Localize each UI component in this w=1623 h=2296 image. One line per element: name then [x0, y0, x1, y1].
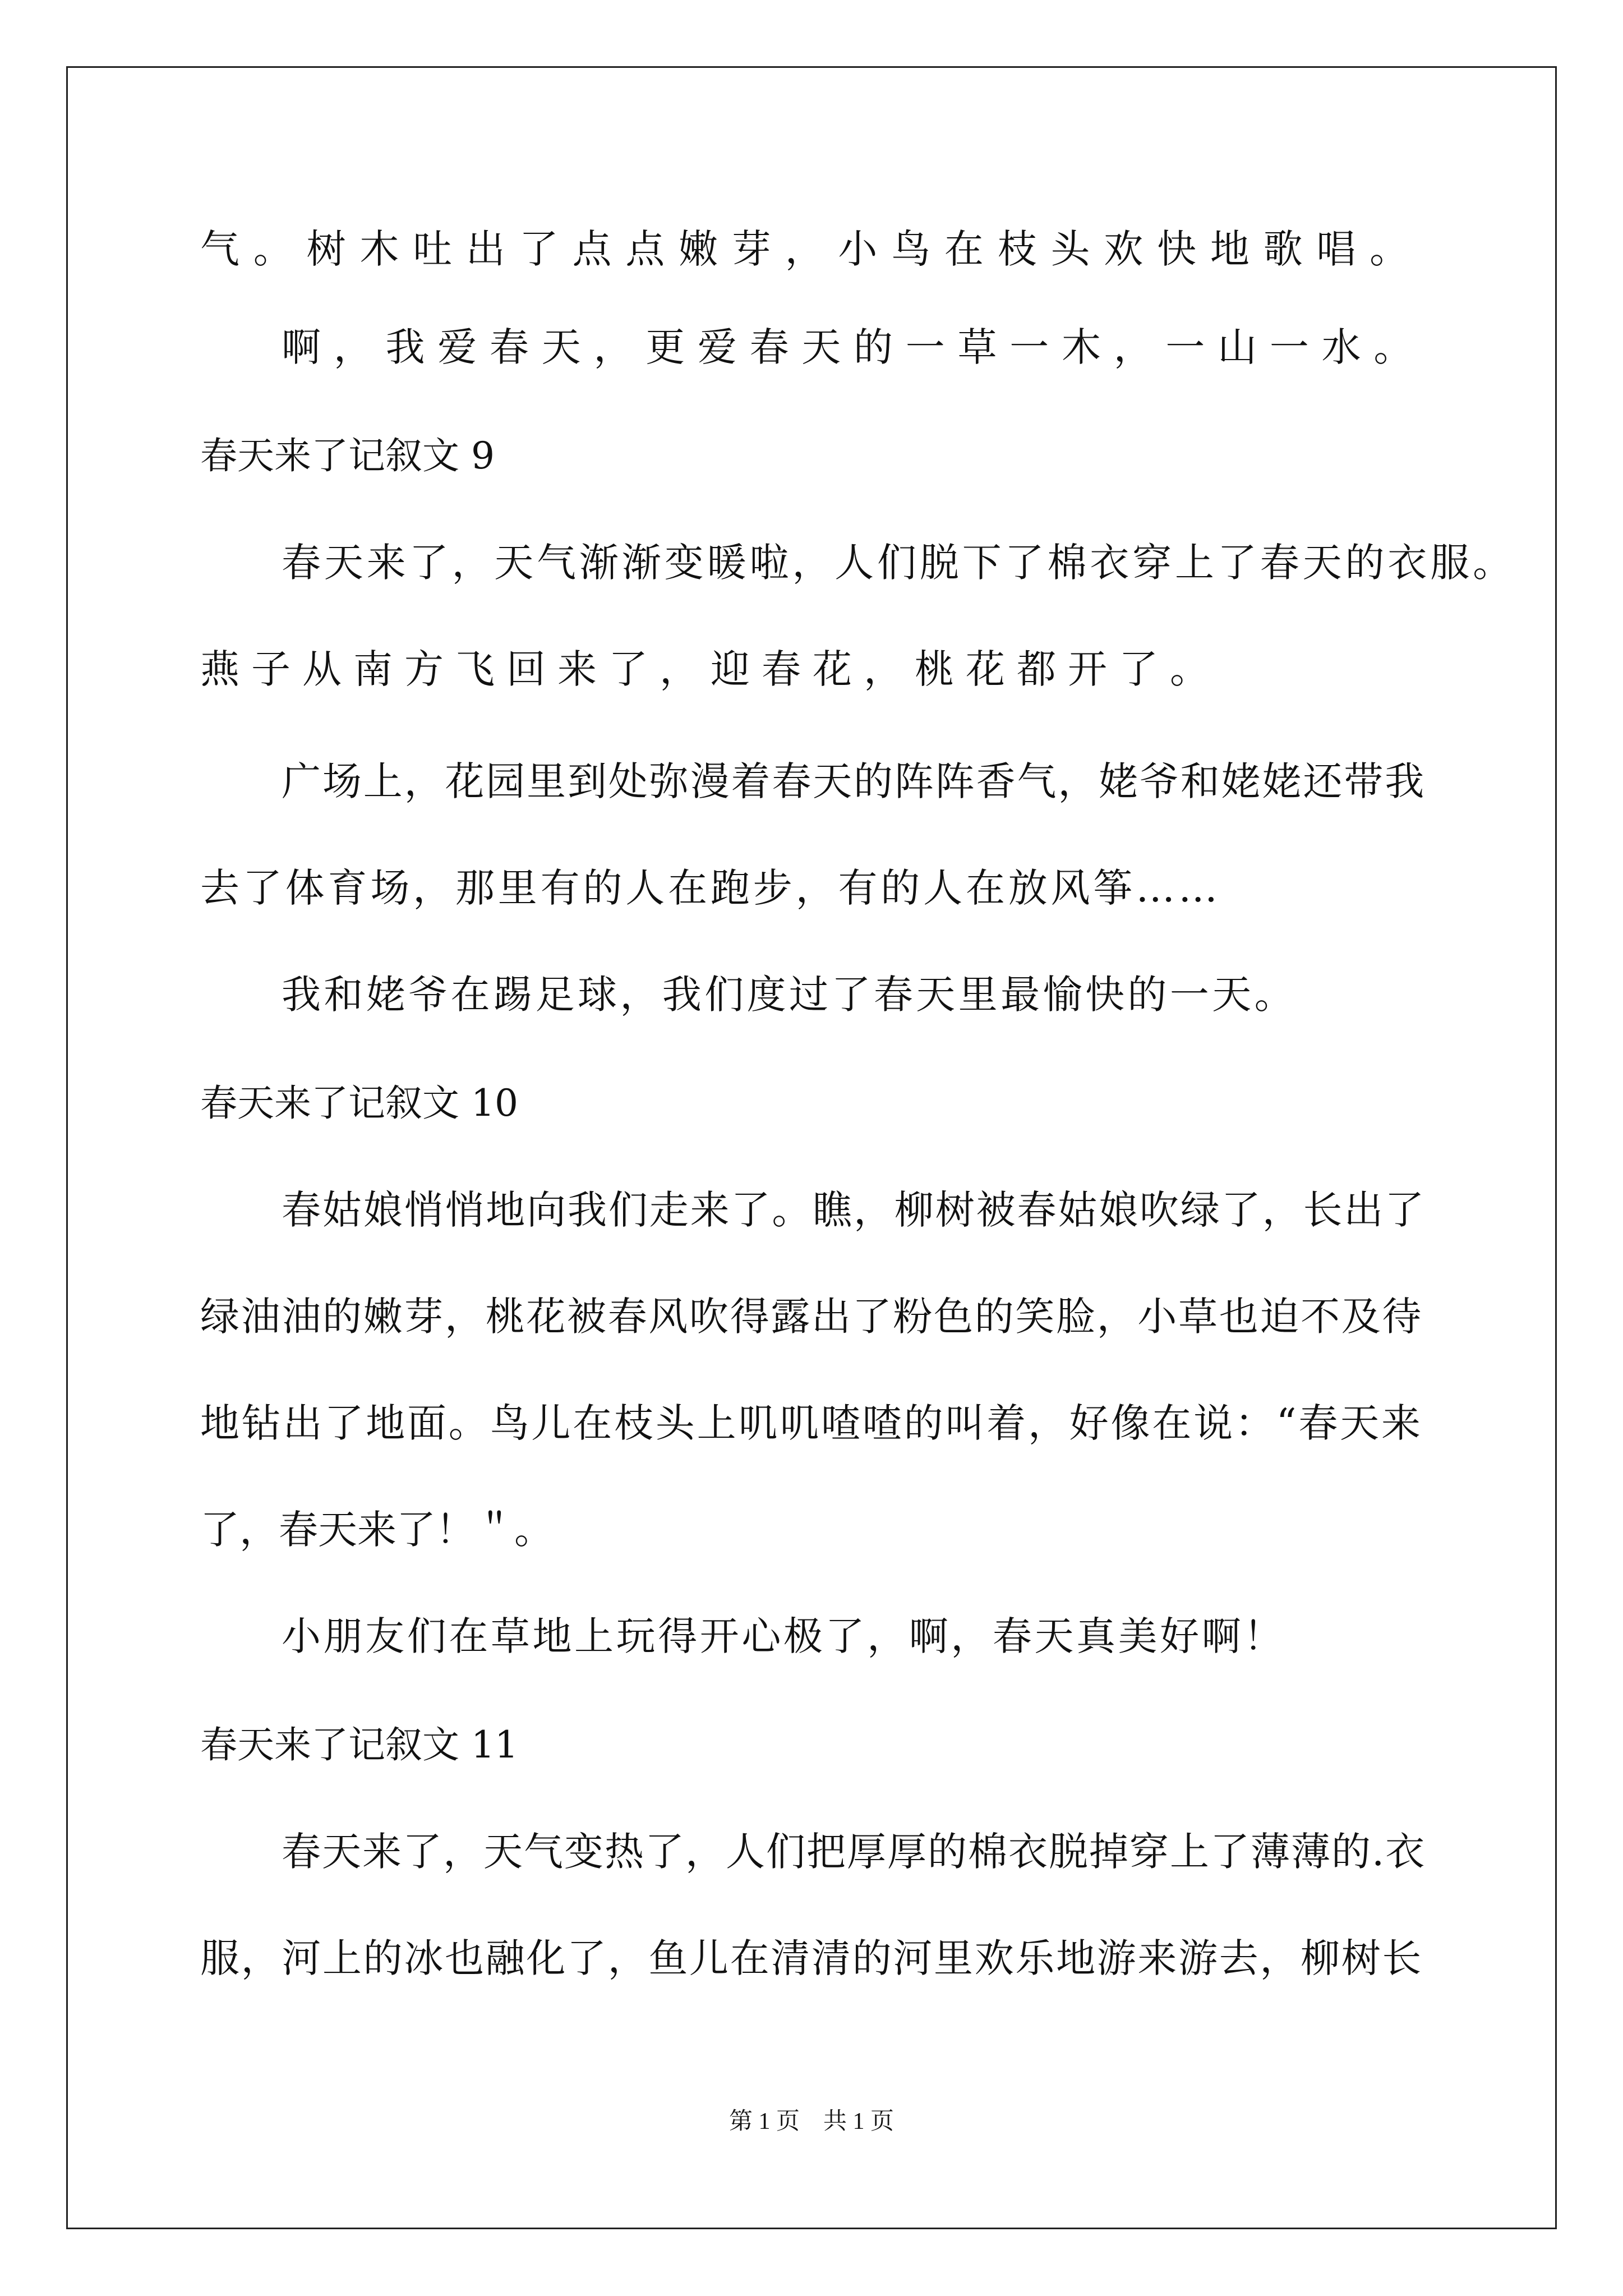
body-line-13: 春天来了，天气变热了，人们把厚厚的棉衣脱掉穿上了薄薄的.衣: [282, 1829, 1426, 1875]
body-line-4: 燕子从南方飞回来了，迎春花，桃花都开了。: [200, 646, 1221, 692]
body-line-6: 去了体育场，那里有的人在跑步，有的人在放风筝……: [200, 865, 1221, 911]
body-line-1: 气。树木吐出了点点嫩芽，小鸟在枝头欢快地歌唱。: [200, 226, 1423, 272]
body-line-12: 小朋友们在草地上玩得开心极了，啊，春天真美好啊！: [282, 1613, 1285, 1659]
section-heading-10: 春天来了记叙文 10: [200, 1082, 518, 1125]
body-line-10: 地钻出了地面。鸟儿在枝头上叽叽喳喳的叫着，好像在说：“春天来: [200, 1400, 1423, 1446]
page-footer: 第 1 页 共 1 页: [728, 2109, 894, 2134]
body-line-3: 春天来了，天气渐渐变暖啦，人们脱下了棉衣穿上了春天的衣服。: [282, 540, 1515, 586]
body-line-8: 春姑娘悄悄地向我们走来了。瞧，柳树被春姑娘吹绿了，长出了: [282, 1187, 1426, 1233]
body-line-2: 啊，我爱春天，更爱春天的一草一木，一山一水。: [282, 324, 1426, 370]
section-heading-9: 春天来了记叙文 9: [200, 434, 495, 477]
body-line-5: 广场上，花园里到处弥漫着春天的阵阵香气，姥爷和姥姥还带我: [282, 758, 1426, 804]
section-heading-11: 春天来了记叙文 11: [200, 1723, 518, 1766]
body-line-7: 我和姥爷在踢足球，我们度过了春天里最愉快的一天。: [282, 972, 1297, 1018]
body-line-9: 绿油油的嫩芽，桃花被春风吹得露出了粉色的笑脸，小草也迫不及待: [200, 1294, 1423, 1340]
body-line-11: 了，春天来了！＂。: [200, 1507, 554, 1553]
body-line-14: 服，河上的冰也融化了，鱼儿在清清的河里欢乐地游来游去，柳树长: [200, 1935, 1423, 1981]
page-border: [66, 66, 1557, 2229]
